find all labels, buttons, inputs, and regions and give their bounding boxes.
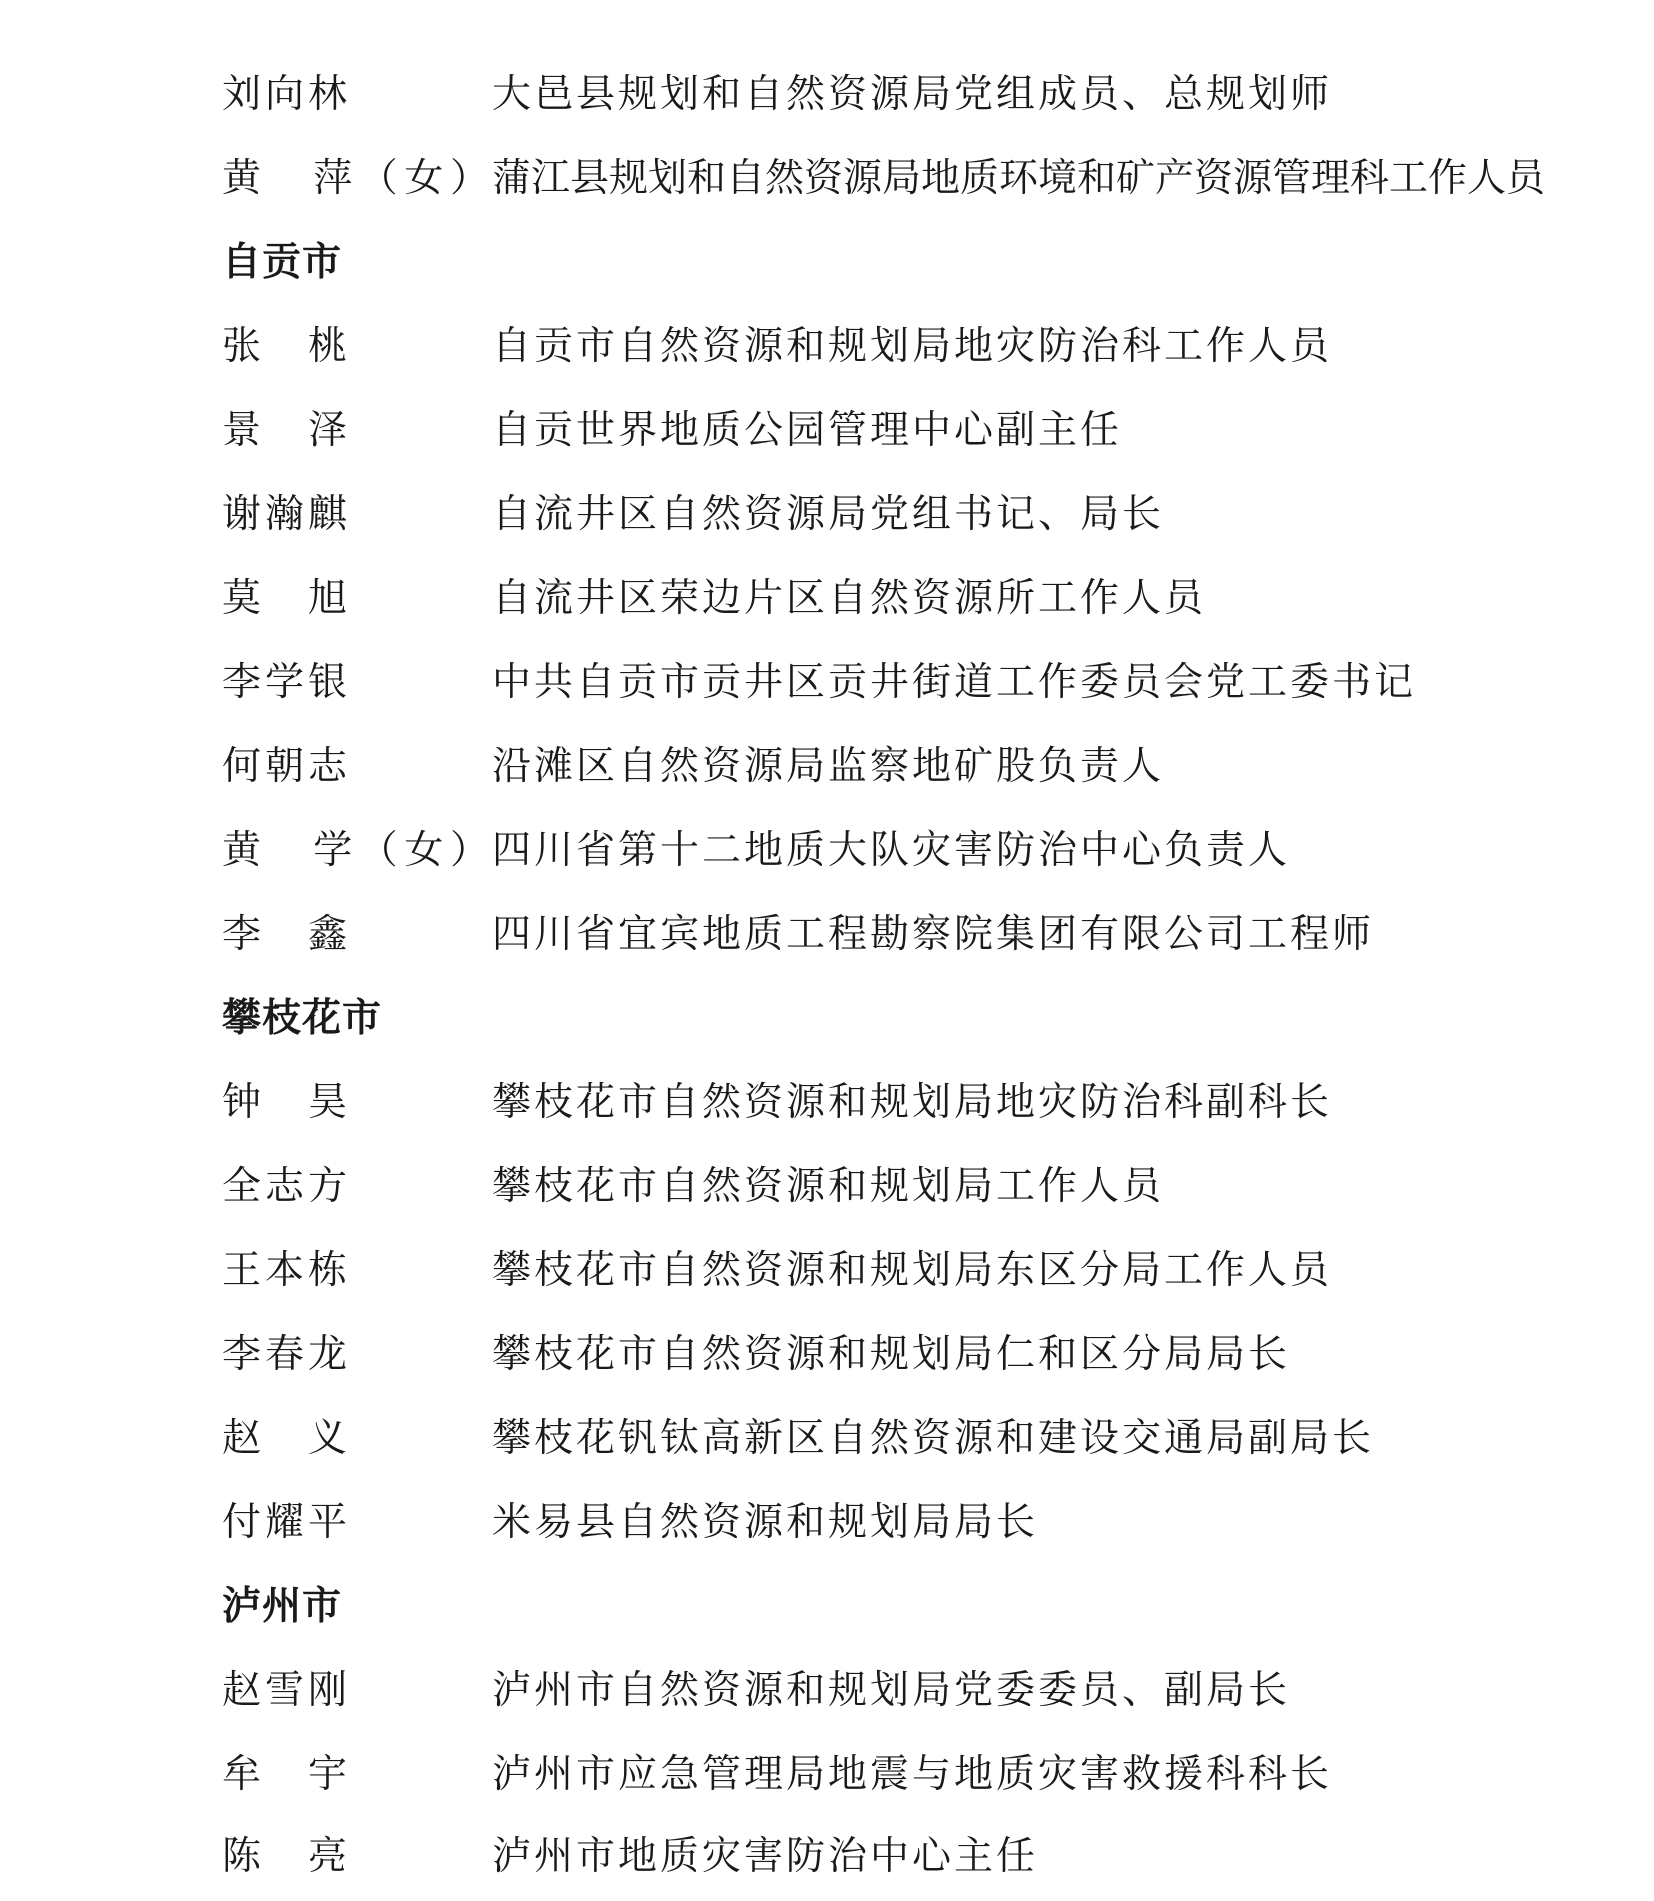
person-name: 李 鑫 — [222, 912, 350, 957]
person-name: 全志方 — [222, 1164, 350, 1209]
section-heading: 泸州市 — [222, 1584, 343, 1629]
person-name: 黄 萍（女） — [222, 156, 492, 201]
person-name: 赵雪刚 — [222, 1668, 350, 1713]
person-name: 陈 亮 — [222, 1834, 350, 1879]
person-name: 王本栋 — [222, 1248, 350, 1293]
section-heading: 攀枝花市 — [222, 996, 383, 1041]
person-name: 刘向林 — [222, 72, 350, 117]
person-title: 蒲江县规划和自然资源局地质环境和矿产资源管理科工作人员 — [492, 156, 1546, 201]
person-title: 攀枝花市自然资源和规划局东区分局工作人员 — [492, 1248, 1333, 1293]
person-title: 四川省第十二地质大队灾害防治中心负责人 — [492, 828, 1291, 873]
person-name: 黄 学（女） — [222, 828, 492, 873]
person-title: 四川省宜宾地质工程勘察院集团有限公司工程师 — [492, 912, 1375, 957]
person-title: 自贡市自然资源和规划局地灾防治科工作人员 — [492, 324, 1333, 369]
person-name: 李学银 — [222, 660, 350, 705]
person-title: 自贡世界地质公园管理中心副主任 — [492, 408, 1123, 453]
person-name: 何朝志 — [222, 744, 350, 789]
person-title: 泸州市地质灾害防治中心主任 — [492, 1834, 1039, 1879]
person-name: 钟 昊 — [222, 1080, 350, 1125]
person-name: 莫 旭 — [222, 576, 350, 621]
person-title: 自流井区荣边片区自然资源所工作人员 — [492, 576, 1207, 621]
person-title: 米易县自然资源和规划局局长 — [492, 1500, 1039, 1545]
person-title: 泸州市应急管理局地震与地质灾害救援科科长 — [492, 1752, 1333, 1797]
person-title: 自流井区自然资源局党组书记、局长 — [492, 492, 1165, 537]
person-name: 付耀平 — [222, 1500, 350, 1545]
person-title: 攀枝花钒钛高新区自然资源和建设交通局副局长 — [492, 1416, 1375, 1461]
person-name: 赵 义 — [222, 1416, 350, 1461]
person-title: 攀枝花市自然资源和规划局地灾防治科副科长 — [492, 1080, 1333, 1125]
person-name: 牟 宇 — [222, 1752, 350, 1797]
person-title: 攀枝花市自然资源和规划局仁和区分局局长 — [492, 1332, 1291, 1377]
person-title: 大邑县规划和自然资源局党组成员、总规划师 — [492, 72, 1333, 117]
person-name: 谢瀚麒 — [222, 492, 350, 537]
person-name: 景 泽 — [222, 408, 350, 453]
section-heading: 自贡市 — [222, 240, 343, 285]
person-name: 李春龙 — [222, 1332, 350, 1377]
person-title: 沿滩区自然资源局监察地矿股负责人 — [492, 744, 1165, 789]
person-title: 攀枝花市自然资源和规划局工作人员 — [492, 1164, 1165, 1209]
person-title: 中共自贡市贡井区贡井街道工作委员会党工委书记 — [492, 660, 1417, 705]
person-name: 张 桃 — [222, 324, 350, 369]
person-title: 泸州市自然资源和规划局党委委员、副局长 — [492, 1668, 1291, 1713]
